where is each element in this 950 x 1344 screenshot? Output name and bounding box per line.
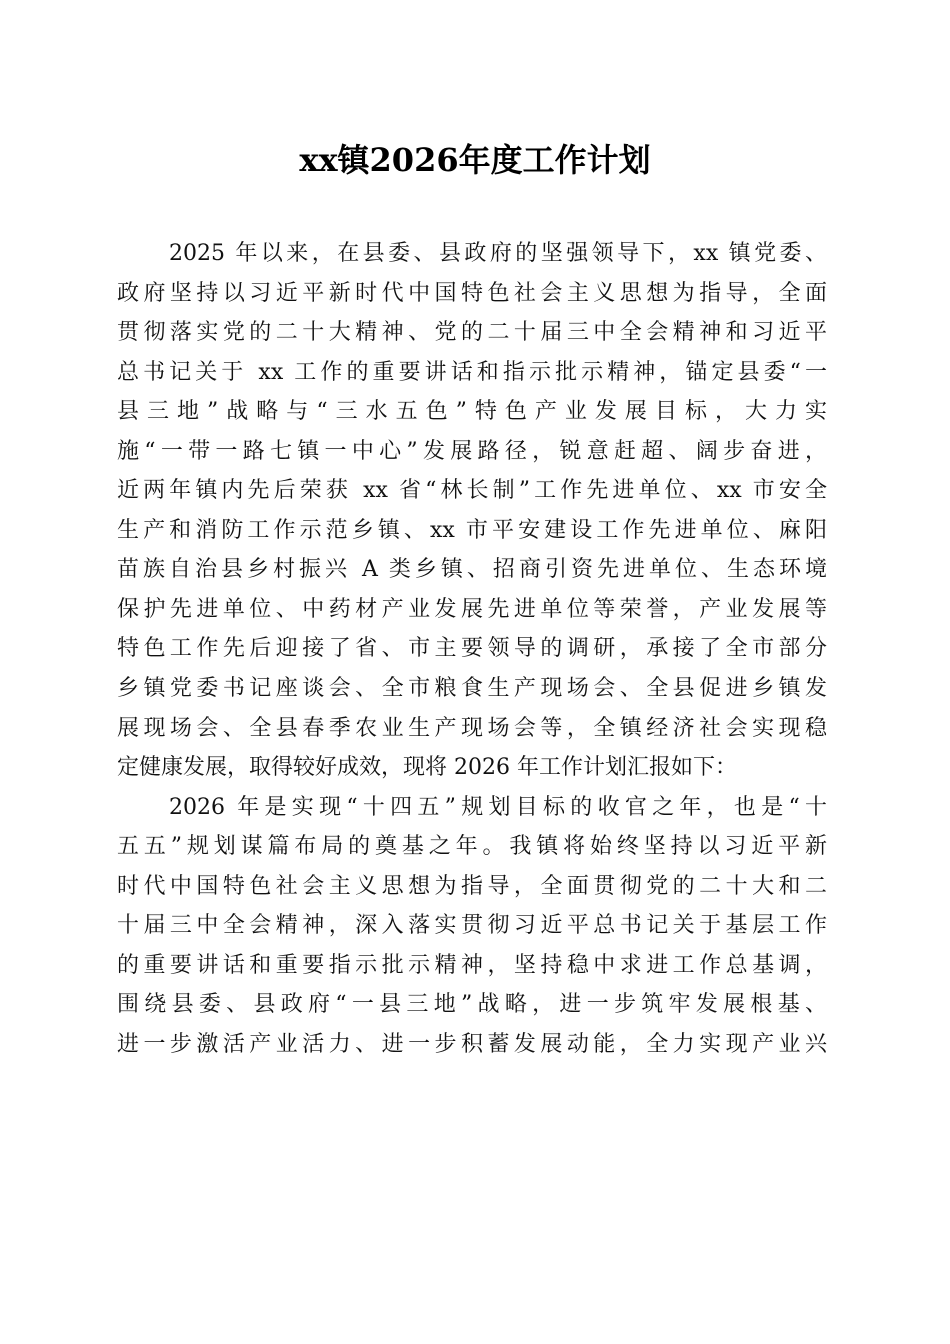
text-line: 县三地”战略与“三水五色”特色产业发展目标，大力实 bbox=[117, 399, 827, 425]
text-line: 乡镇党委书记座谈会、全市粮食生产现场会、全县促进乡镇发 bbox=[117, 676, 827, 702]
text-line: 进一步激活产业活力、进一步积蓄发展动能，全力实现产业兴 bbox=[117, 1031, 827, 1057]
text-line: 十届三中全会精神，深入落实贯彻习近平总书记关于基层工作 bbox=[117, 913, 827, 939]
text-line: 近两年镇内先后荣获 xx 省“林长制”工作先进单位、xx 市安全 bbox=[117, 478, 827, 504]
text-line: 定健康发展，取得较好成效，现将 2026 年工作计划汇报如下： bbox=[117, 755, 737, 781]
text-line: 2025 年以来，在县委、县政府的坚强领导下，xx 镇党委、 bbox=[169, 241, 827, 266]
text-line: 贯彻落实党的二十大精神、党的二十届三中全会精神和习近平 bbox=[117, 320, 827, 346]
text-line: 政府坚持以习近平新时代中国特色社会主义思想为指导，全面 bbox=[117, 280, 827, 306]
text-line: 的重要讲话和重要指示批示精神，坚持稳中求进工作总基调， bbox=[117, 952, 827, 978]
text-line: 生产和消防工作示范乡镇、xx 市平安建设工作先进单位、麻阳 bbox=[117, 517, 827, 543]
text-line: 展现场会、全县春季农业生产现场会等，全镇经济社会实现稳 bbox=[117, 715, 827, 741]
text-line: 总书记关于 xx 工作的重要讲话和指示批示精神，锚定县委“一 bbox=[117, 359, 827, 385]
text-line: 苗族自治县乡村振兴 A 类乡镇、招商引资先进单位、生态环境 bbox=[117, 557, 827, 583]
text-line: 五五”规划谋篇布局的奠基之年。我镇将始终坚持以习近平新 bbox=[117, 834, 827, 860]
document-body bbox=[117, 234, 827, 1064]
text-line: 围绕县委、县政府“一县三地”战略，进一步筑牢发展根基、 bbox=[117, 992, 827, 1018]
text-line: 时代中国特色社会主义思想为指导，全面贯彻党的二十大和二 bbox=[117, 873, 827, 899]
text-line: 保护先进单位、中药材产业发展先进单位等荣誉，产业发展等 bbox=[117, 596, 827, 622]
text-line: 2026 年是实现“十四五”规划目标的收官之年，也是“十 bbox=[169, 794, 827, 820]
text-line: 特色工作先后迎接了省、市主要领导的调研，承接了全市部分 bbox=[117, 636, 827, 662]
document-title: xx镇2026年度工作计划 bbox=[299, 141, 651, 179]
text-line: 施“一带一路七镇一中心”发展路径，锐意赶超、阔步奋进， bbox=[117, 438, 827, 464]
